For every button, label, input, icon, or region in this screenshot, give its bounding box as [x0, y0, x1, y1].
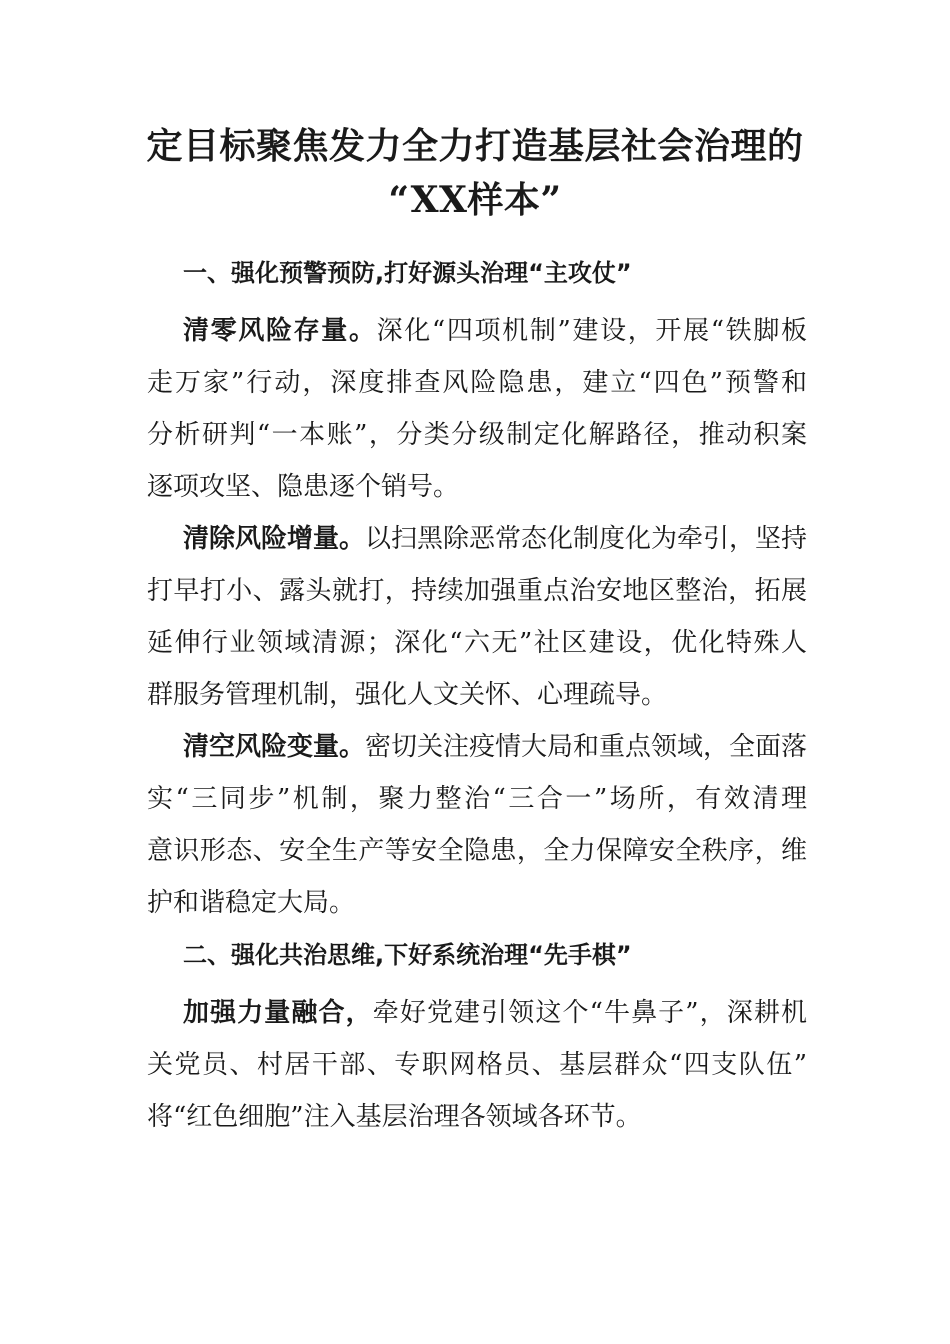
paragraph-line: 群服务管理机制，强化人文关怀、心理疏导。: [147, 680, 668, 710]
paragraph-lead: 清零风险存量。: [183, 316, 377, 346]
paragraph-lead: 加强力量融合，: [183, 998, 373, 1028]
paragraph-line: [147, 305, 807, 357]
section-heading-2: 二、强化共治思维,下好系统治理“先手棋”: [183, 941, 632, 969]
paragraph-line: 关党员、村居干部、专职网格员、基层群众“四支队伍”: [147, 1050, 807, 1080]
paragraph-text: 牵好党建引领这个“牛鼻子”，深耕机: [372, 998, 807, 1028]
paragraph-line: [147, 513, 807, 565]
paragraph-text: 密切关注疫情大局和重点领域，全面落: [365, 732, 807, 762]
paragraph-risk-increment: [147, 513, 807, 721]
paragraph-risk-stock: [147, 305, 807, 513]
paragraph-line: 将“红色细胞”注入基层治理各领域各环节。: [147, 1102, 642, 1132]
paragraph-line: 打早打小、露头就打，持续加强重点治安地区整治，拓展: [147, 576, 807, 606]
paragraph-line: [147, 721, 807, 773]
paragraph-risk-variable: [147, 721, 807, 929]
paragraph-line: 逐项攻坚、隐患逐个销号。: [147, 472, 460, 502]
paragraph-text: 以扫黑除恶常态化制度化为牵引，坚持: [365, 524, 807, 554]
document-title-line-2: “XX样本”: [388, 179, 562, 221]
paragraph-line: 分析研判“一本账”，分类分级制定化解路径，推动积案: [147, 420, 807, 450]
paragraph-force-integration: [147, 987, 807, 1143]
paragraph-line: 意识形态、安全生产等安全隐患，全力保障安全秩序，维: [147, 836, 807, 866]
paragraph-line: 走万家”行动，深度排查风险隐患，建立“四色”预警和: [147, 368, 807, 398]
paragraph-text: 深化“四项机制”建设，开展“铁脚板: [376, 316, 807, 346]
section-heading-1: 一、强化预警预防,打好源头治理“主攻仗”: [183, 259, 632, 287]
paragraph-line: 实“三同步”机制，聚力整治“三合一”场所，有效清理: [147, 784, 807, 814]
paragraph-line: [147, 987, 807, 1039]
document-title-line-1: 定目标聚焦发力全力打造基层社会治理的: [146, 125, 804, 167]
paragraph-lead: 清除风险增量。: [183, 524, 366, 554]
paragraph-lead: 清空风险变量。: [183, 732, 366, 762]
paragraph-line: 护和谐稳定大局。: [147, 888, 356, 918]
paragraph-line: 延伸行业领域清源；深化“六无”社区建设，优化特殊人: [147, 628, 807, 658]
